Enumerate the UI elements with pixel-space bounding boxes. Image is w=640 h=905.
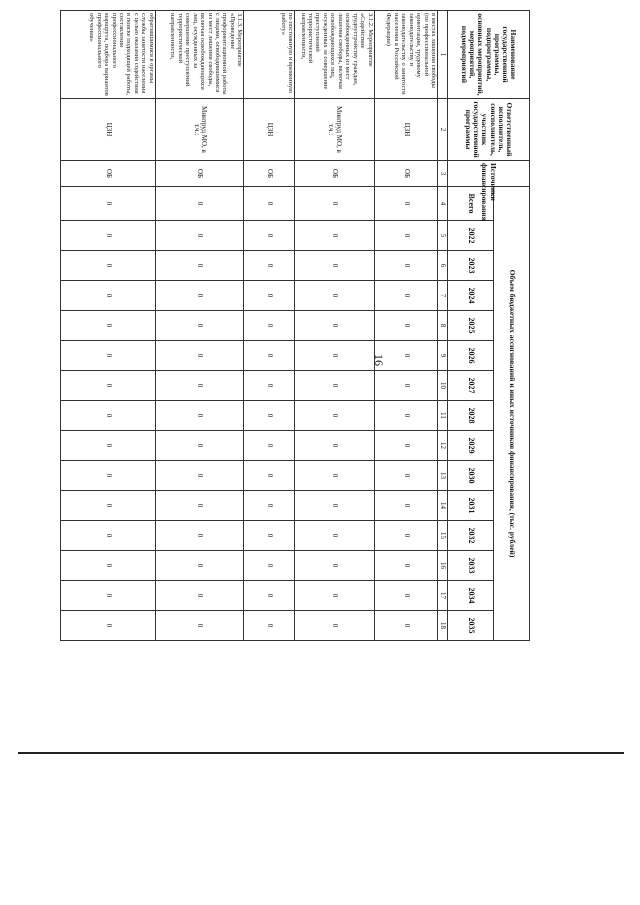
row-name: обратившимися в органы службы занятости населения с целью оказания содействия в поиске подходящей работы, составления профессионального маршрута, подбора вариантов профессионального обучения» bbox=[61, 11, 156, 99]
row-value: 0 bbox=[244, 281, 295, 311]
table-row bbox=[61, 11, 156, 641]
row-value: 0 bbox=[61, 611, 156, 641]
row-value: 0 bbox=[244, 611, 295, 641]
header-funding-group: Объем бюджетных ассигнований и иных источников финансирования, (тыс. рублей) bbox=[494, 187, 530, 641]
column-number: 5 bbox=[438, 221, 448, 251]
header-total: Всего bbox=[448, 187, 494, 221]
row-source: ОБ bbox=[295, 161, 375, 187]
row-value: 0 bbox=[61, 581, 156, 611]
column-number: 11 bbox=[438, 401, 448, 431]
row-name: по постоянную и временную работу» bbox=[244, 11, 295, 99]
row-value: 0 bbox=[244, 581, 295, 611]
rotated-table bbox=[60, 10, 530, 640]
column-number: 9 bbox=[438, 341, 448, 371]
row-value: 0 bbox=[61, 311, 156, 341]
table-row bbox=[374, 11, 437, 641]
table-row bbox=[244, 11, 295, 641]
column-number: 10 bbox=[438, 371, 448, 401]
column-number: 14 bbox=[438, 491, 448, 521]
column-number: 15 bbox=[438, 521, 448, 551]
row-value: 0 bbox=[244, 431, 295, 461]
row-value: 0 bbox=[61, 491, 156, 521]
column-number: 7 bbox=[438, 281, 448, 311]
row-executor: ЦЗН bbox=[244, 99, 295, 161]
row-value: 0 bbox=[374, 281, 437, 311]
row-value: 0 bbox=[61, 551, 156, 581]
header-year: 2029 bbox=[448, 431, 494, 461]
row-value: 0 bbox=[374, 551, 437, 581]
row-value: 0 bbox=[295, 581, 375, 611]
row-value: 0 bbox=[61, 401, 156, 431]
row-value: 0 bbox=[295, 341, 375, 371]
column-numbers-row bbox=[438, 11, 448, 641]
row-value: 0 bbox=[244, 221, 295, 251]
header-year: 2028 bbox=[448, 401, 494, 431]
row-name: 3.1.3. Мероприятие «Проведение профориентационной работы с лицами, освободившимися из мест лишения свободы, включая освобождающихся лиц, осужденных за совершение преступлений террористической направленности, bbox=[155, 11, 244, 99]
row-value: 0 bbox=[244, 341, 295, 371]
column-number: 4 bbox=[438, 187, 448, 221]
row-value: 0 bbox=[244, 491, 295, 521]
table-row bbox=[295, 11, 375, 641]
row-value: 0 bbox=[155, 311, 244, 341]
row-name: 3.1.2. Мероприятие «Содействие трудоустройству граждан, освобожденных из мест лишения свободы, включая освобождающихся лиц, осужденных за совершение преступлений террористической направленности, bbox=[295, 11, 375, 99]
row-value: 0 bbox=[374, 311, 437, 341]
row-value: 0 bbox=[155, 611, 244, 641]
row-value: 0 bbox=[61, 341, 156, 371]
row-value: 0 bbox=[61, 521, 156, 551]
row-value: 0 bbox=[155, 251, 244, 281]
row-value: 0 bbox=[374, 371, 437, 401]
row-value: 0 bbox=[155, 461, 244, 491]
row-value: 0 bbox=[155, 521, 244, 551]
row-value: 0 bbox=[374, 521, 437, 551]
row-value: 0 bbox=[295, 187, 375, 221]
row-value: 0 bbox=[244, 521, 295, 551]
row-value: 0 bbox=[61, 187, 156, 221]
column-number: 12 bbox=[438, 431, 448, 461]
column-number: 13 bbox=[438, 461, 448, 491]
row-value: 0 bbox=[295, 311, 375, 341]
page-bottom-rule bbox=[18, 752, 624, 754]
column-number: 2 bbox=[438, 99, 448, 161]
row-value: 0 bbox=[61, 251, 156, 281]
row-executor: Минтруд МО, в т.ч.: bbox=[155, 99, 244, 161]
row-value: 0 bbox=[155, 401, 244, 431]
row-executor: ЦЗН bbox=[61, 99, 156, 161]
row-value: 0 bbox=[244, 371, 295, 401]
row-value: 0 bbox=[244, 251, 295, 281]
row-value: 0 bbox=[155, 281, 244, 311]
row-value: 0 bbox=[374, 611, 437, 641]
header-year: 2027 bbox=[448, 371, 494, 401]
row-value: 0 bbox=[374, 581, 437, 611]
header-year: 2033 bbox=[448, 551, 494, 581]
column-number: 8 bbox=[438, 311, 448, 341]
header-year: 2023 bbox=[448, 251, 494, 281]
row-value: 0 bbox=[155, 551, 244, 581]
row-value: 0 bbox=[244, 551, 295, 581]
header-year: 2025 bbox=[448, 311, 494, 341]
row-value: 0 bbox=[295, 281, 375, 311]
row-value: 0 bbox=[61, 461, 156, 491]
row-value: 0 bbox=[295, 611, 375, 641]
column-number: 16 bbox=[438, 551, 448, 581]
row-value: 0 bbox=[155, 187, 244, 221]
header-year: 2034 bbox=[448, 581, 494, 611]
row-value: 0 bbox=[155, 371, 244, 401]
header-source: Источники финансирования bbox=[448, 161, 530, 187]
row-value: 0 bbox=[61, 371, 156, 401]
row-value: 0 bbox=[295, 221, 375, 251]
row-value: 0 bbox=[374, 187, 437, 221]
table-row bbox=[155, 11, 244, 641]
row-name: в местах лишения свободы (по профессиональной ориентации, трудовому законодательству и законодательству о занятости населения в Российской Федерации) bbox=[374, 11, 437, 99]
row-value: 0 bbox=[244, 401, 295, 431]
column-number: 1 bbox=[438, 11, 448, 99]
page-number: 16 bbox=[372, 354, 387, 366]
row-value: 0 bbox=[374, 431, 437, 461]
row-value: 0 bbox=[295, 401, 375, 431]
row-source: ОБ bbox=[155, 161, 244, 187]
row-value: 0 bbox=[155, 431, 244, 461]
row-value: 0 bbox=[244, 311, 295, 341]
row-value: 0 bbox=[374, 251, 437, 281]
row-source: ОБ bbox=[61, 161, 156, 187]
header-year: 2024 bbox=[448, 281, 494, 311]
row-value: 0 bbox=[295, 521, 375, 551]
row-value: 0 bbox=[295, 251, 375, 281]
table-container bbox=[60, 10, 530, 640]
header-year: 2035 bbox=[448, 611, 494, 641]
row-value: 0 bbox=[155, 221, 244, 251]
row-value: 0 bbox=[295, 371, 375, 401]
row-executor: ЦЗН bbox=[374, 99, 437, 161]
row-value: 0 bbox=[244, 187, 295, 221]
column-number: 3 bbox=[438, 161, 448, 187]
row-value: 0 bbox=[295, 551, 375, 581]
header-year: 2031 bbox=[448, 491, 494, 521]
row-source: ОБ bbox=[374, 161, 437, 187]
row-value: 0 bbox=[295, 461, 375, 491]
header-year: 2032 bbox=[448, 521, 494, 551]
row-value: 0 bbox=[61, 221, 156, 251]
row-value: 0 bbox=[374, 221, 437, 251]
header-name: Наименование государственной программы, подпрограммы, основных мероприятий, мероприятий, подмероприятий bbox=[448, 11, 530, 99]
row-value: 0 bbox=[374, 491, 437, 521]
row-value: 0 bbox=[295, 491, 375, 521]
row-source: ОБ bbox=[244, 161, 295, 187]
column-number: 6 bbox=[438, 251, 448, 281]
column-number: 18 bbox=[438, 611, 448, 641]
row-value: 0 bbox=[374, 341, 437, 371]
column-number: 17 bbox=[438, 581, 448, 611]
row-value: 0 bbox=[374, 461, 437, 491]
row-value: 0 bbox=[374, 401, 437, 431]
header-year: 2022 bbox=[448, 221, 494, 251]
row-value: 0 bbox=[61, 431, 156, 461]
header-year: 2026 bbox=[448, 341, 494, 371]
row-value: 0 bbox=[155, 581, 244, 611]
row-value: 0 bbox=[61, 281, 156, 311]
funding-table bbox=[60, 10, 530, 641]
row-value: 0 bbox=[155, 491, 244, 521]
header-executor: Ответственный исполнитель, соисполнитель, участник государственной программы bbox=[448, 99, 530, 161]
row-executor: Минтруд МО, в т.ч.: bbox=[295, 99, 375, 161]
row-value: 0 bbox=[244, 461, 295, 491]
row-value: 0 bbox=[295, 431, 375, 461]
row-value: 0 bbox=[155, 341, 244, 371]
header-year: 2030 bbox=[448, 461, 494, 491]
